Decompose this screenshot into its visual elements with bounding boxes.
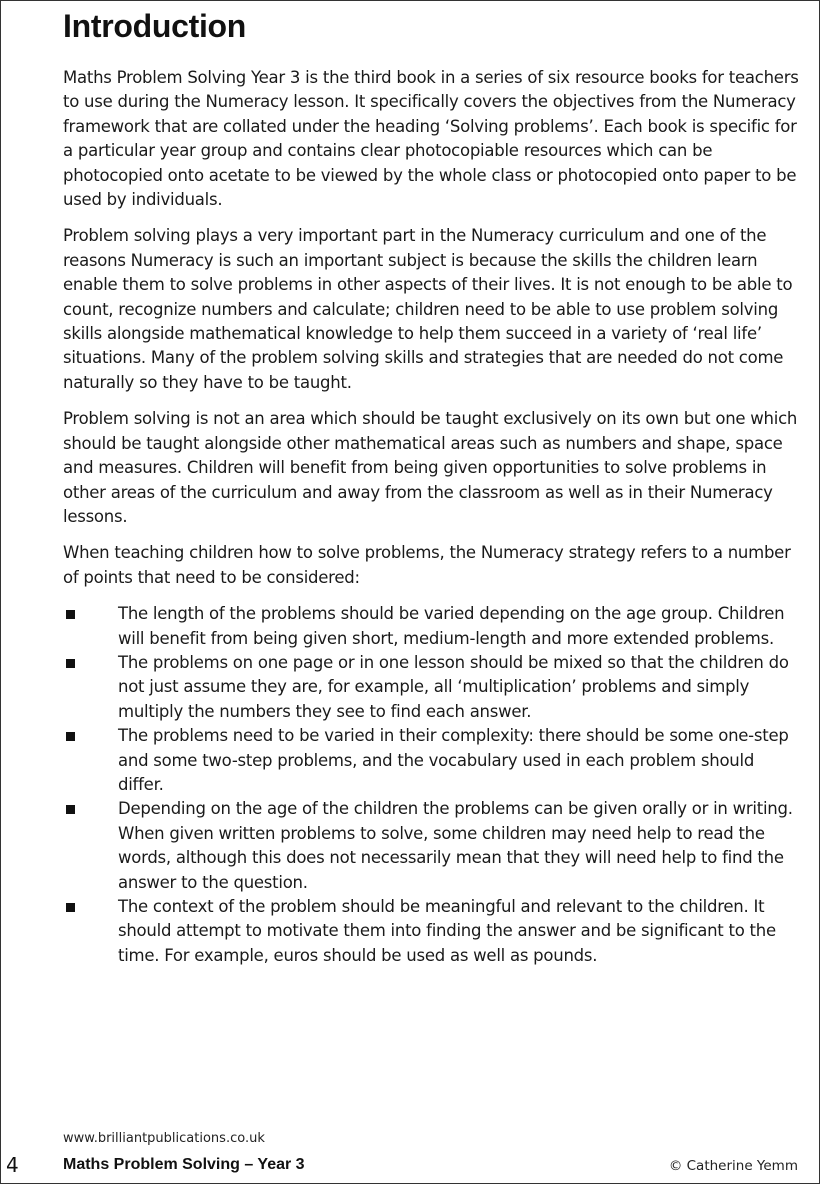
list-item-text: Depending on the age of the children the problems can be given orally or in writing. When given written problems to solve, some children may need help to read the words, although this does not necessarily mean that they will need help to find the answer to the question. xyxy=(118,799,793,892)
intro-paragraph: Maths Problem Solving Year 3 is the third book in a series of six resource books for teachers to use during the Numeracy lesson. It specifically covers the objectives from the Numeracy framework that are collated under the heading ‘Solving problems’. Each book is specific for a particular year group and contains clear photocopiable resources which can be photocopied onto acetate to be viewed by the whole class or photocopied onto paper to be used by individuals. xyxy=(63,68,799,210)
list-item-text: The problems need to be varied in their complexity: there should be some one-step and some two-step problems, and the vocabulary used in each problem should differ. xyxy=(118,726,789,794)
list-item xyxy=(63,602,803,651)
list-item-text: The problems on one page or in one lesson should be mixed so that the children do not just assume they are, for example, all ‘multiplication’ problems and simply multiply the numbers they see to find each answer. xyxy=(118,652,789,721)
square-bullet-icon xyxy=(66,732,75,741)
page-title: Introduction xyxy=(63,8,247,44)
importance-paragraph: Problem solving plays a very important part in the Numeracy curriculum and one of the reasons Numeracy is such an important subject is because the skills the children learn enable them to solve problems in other aspects of their lives. It is not enough to be able to count, recognize numbers and calculate; children need to be able to use problem solving skills alongside mathematical knowledge to help them succeed in a variety of ‘real life’ situations. Many of the problem solving skills and strategies that are needed do not come naturally so they have to be taught. xyxy=(63,226,793,392)
square-bullet-icon xyxy=(66,903,75,912)
considerations-list xyxy=(63,602,803,968)
book-title: Maths Problem Solving – Year 3 xyxy=(63,1156,305,1173)
list-item xyxy=(63,797,803,895)
copyright-notice: © Catherine Yemm xyxy=(668,1158,798,1174)
list-item xyxy=(63,651,803,724)
publisher-url[interactable]: www.brilliantpublications.co.uk xyxy=(63,1131,265,1146)
main-content xyxy=(63,66,803,968)
list-item xyxy=(63,895,803,968)
page-number: 4 xyxy=(6,1153,19,1177)
list-item-text: The length of the problems should be varied depending on the age group. Children will benefit from being given short, medium-length and more extended problems. xyxy=(118,604,785,648)
list-item xyxy=(63,724,803,797)
list-item-text: The context of the problem should be meaningful and relevant to the children. It should attempt to motivate them into finding the answer and be significant to the time. For example, euros should be used as well as pounds. xyxy=(118,897,776,965)
teaching-paragraph: Problem solving is not an area which should be taught exclusively on its own but one which should be taught alongside other mathematical areas such as numbers and shape, space and measures. Children will benefit from being given opportunities to solve problems in other areas of the curriculum and away from the classroom as well as in their Numeracy lessons. xyxy=(63,409,798,526)
strategy-paragraph: When teaching children how to solve problems, the Numeracy strategy refers to a number of points that need to be considered: xyxy=(63,543,791,587)
square-bullet-icon xyxy=(66,610,75,619)
square-bullet-icon xyxy=(66,659,75,668)
square-bullet-icon xyxy=(66,805,75,814)
